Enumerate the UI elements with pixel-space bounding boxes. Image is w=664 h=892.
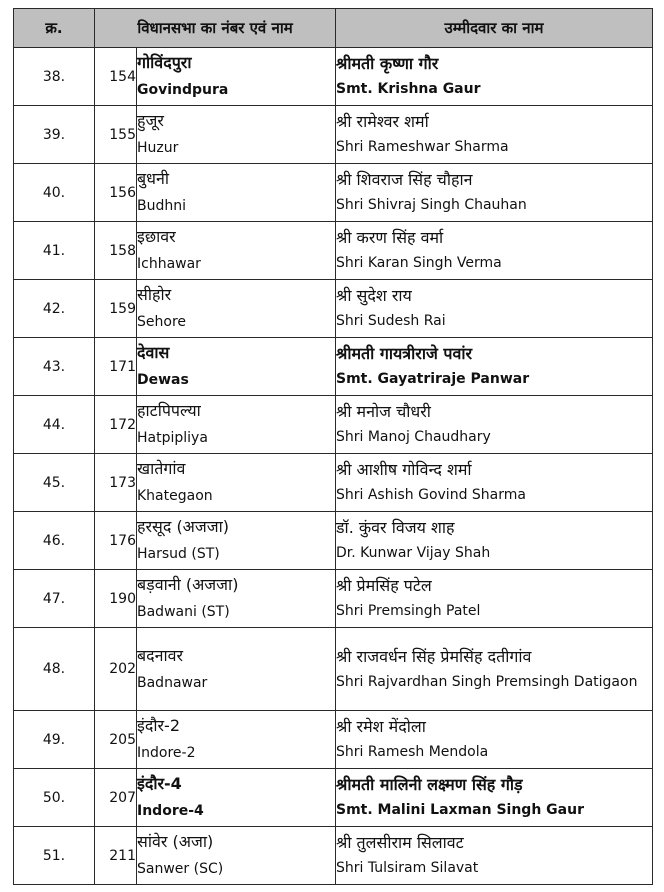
candidate-name-english: Shri Shivraj Singh Chauhan xyxy=(336,197,527,213)
candidate-name-english: Dr. Kunwar Vijay Shah xyxy=(336,545,491,561)
constituency-number: 211 xyxy=(95,827,137,885)
constituency-name-hindi: इछावर xyxy=(137,227,176,246)
constituency-name-hindi: बदनावर xyxy=(137,645,184,665)
table-row xyxy=(14,769,653,827)
constituency-name-english: Budhni xyxy=(137,198,186,214)
constituency-name xyxy=(137,711,336,769)
serial-number: 41. xyxy=(14,222,95,280)
constituency-name xyxy=(137,827,336,885)
candidate-name-hindi: श्री मनोज चौधरी xyxy=(336,402,431,421)
candidate-name-hindi: डॉ. कुंवर विजय शाह xyxy=(336,518,455,537)
table-row xyxy=(14,280,653,338)
table-row xyxy=(14,454,653,512)
constituency-name xyxy=(137,512,336,570)
table-row xyxy=(14,164,653,222)
constituency-name-hindi: खातेगांव xyxy=(137,459,186,478)
table-row xyxy=(14,222,653,280)
candidate-name xyxy=(336,48,653,106)
candidate-name-english: Shri Rameshwar Sharma xyxy=(336,139,509,155)
candidate-name-hindi: श्रीमती कृष्णा गौर xyxy=(336,54,439,73)
constituency-name xyxy=(137,280,336,338)
candidate-name-english: Shri Ashish Govind Sharma xyxy=(336,487,526,503)
constituency-number: 190 xyxy=(95,570,137,628)
table-row xyxy=(14,827,653,885)
constituency-name xyxy=(137,106,336,164)
header-constituency: विधानसभा का नंबर एवं नाम xyxy=(95,9,336,48)
candidate-name-english: Shri Ramesh Mendola xyxy=(336,744,489,760)
candidate-name-hindi: श्रीमती गायत्रीराजे पवांर xyxy=(336,344,473,363)
candidate-name-hindi: श्री प्रेमसिंह पटेल xyxy=(336,576,432,595)
candidate-name xyxy=(336,164,653,222)
constituency-name xyxy=(137,454,336,512)
candidate-name-english: Shri Rajvardhan Singh Premsingh Datigaon xyxy=(336,673,638,690)
table-row xyxy=(14,512,653,570)
constituency-name xyxy=(137,48,336,106)
constituency-name-english: Hatpipliya xyxy=(137,430,208,446)
constituency-number: 158 xyxy=(95,222,137,280)
candidate-name-hindi: श्री सुदेश राय xyxy=(336,286,412,305)
constituency-name-hindi: इंदौर-4 xyxy=(137,774,182,793)
constituency-name-english: Indore-4 xyxy=(137,803,204,819)
table-row xyxy=(14,711,653,769)
candidate-name xyxy=(336,711,653,769)
serial-number: 42. xyxy=(14,280,95,338)
table-row xyxy=(14,570,653,628)
constituency-name-hindi: हरसूद (अजजा) xyxy=(137,517,230,536)
candidate-name xyxy=(336,769,653,827)
candidate-name-english: Smt. Krishna Gaur xyxy=(336,81,481,97)
table-row xyxy=(14,338,653,396)
serial-number: 45. xyxy=(14,454,95,512)
constituency-name-english: Khategaon xyxy=(137,488,213,504)
candidate-name-hindi: श्री तुलसीराम सिलावट xyxy=(336,833,464,852)
constituency-number: 172 xyxy=(95,396,137,454)
candidate-name xyxy=(336,396,653,454)
candidate-name-english: Shri Karan Singh Verma xyxy=(336,255,502,271)
candidate-name xyxy=(336,280,653,338)
constituency-name-hindi: बड़वानी (अजजा) xyxy=(137,575,239,594)
candidate-name-hindi: श्री रमेश मेंदोला xyxy=(336,717,426,736)
candidate-name-english: Shri Premsingh Patel xyxy=(336,603,481,619)
serial-number: 50. xyxy=(14,769,95,827)
constituency-name xyxy=(137,164,336,222)
table-row xyxy=(14,106,653,164)
constituency-name-english: Huzur xyxy=(137,140,179,156)
constituency-number: 205 xyxy=(95,711,137,769)
candidate-name-english: Shri Tulsiram Silavat xyxy=(336,860,479,876)
serial-number: 40. xyxy=(14,164,95,222)
candidate-name xyxy=(336,570,653,628)
constituency-name-english: Sehore xyxy=(137,314,186,330)
serial-number: 48. xyxy=(14,628,95,711)
constituency-name xyxy=(137,769,336,827)
constituency-name-english: Harsud (ST) xyxy=(137,546,220,562)
candidate-name xyxy=(336,628,653,711)
constituency-name xyxy=(137,338,336,396)
constituency-number: 202 xyxy=(95,628,137,711)
constituency-name xyxy=(137,396,336,454)
serial-number: 49. xyxy=(14,711,95,769)
constituency-name-hindi: गोविंदपुरा xyxy=(137,53,192,72)
table-row xyxy=(14,396,653,454)
candidate-name-english: Shri Manoj Chaudhary xyxy=(336,429,491,445)
header-candidate: उम्मीदवार का नाम xyxy=(336,9,653,48)
serial-number: 47. xyxy=(14,570,95,628)
candidate-name-hindi: श्री शिवराज सिंह चौहान xyxy=(336,170,473,189)
constituency-number: 171 xyxy=(95,338,137,396)
constituency-name-english: Badnawar xyxy=(137,674,208,691)
candidate-name xyxy=(336,222,653,280)
candidate-name-hindi: श्रीमती मालिनी लक्ष्मण सिंह गौड़ xyxy=(336,775,523,794)
candidate-table xyxy=(13,8,653,885)
candidate-name xyxy=(336,512,653,570)
constituency-name-hindi: हाटपिपल्या xyxy=(137,401,201,420)
candidate-name-hindi: श्री रामेश्वर शर्मा xyxy=(336,112,429,131)
constituency-number: 156 xyxy=(95,164,137,222)
constituency-name-hindi: इंदौर-2 xyxy=(137,716,180,735)
candidate-name xyxy=(336,338,653,396)
constituency-name-hindi: हुजूर xyxy=(137,111,164,130)
constituency-name-english: Ichhawar xyxy=(137,256,201,272)
constituency-name xyxy=(137,628,336,711)
candidate-name-english: Shri Sudesh Rai xyxy=(336,313,446,329)
constituency-number: 155 xyxy=(95,106,137,164)
table-body xyxy=(14,48,653,885)
table-row xyxy=(14,628,653,711)
constituency-name-english: Dewas xyxy=(137,372,189,388)
constituency-name-english: Badwani (ST) xyxy=(137,604,230,620)
constituency-number: 154 xyxy=(95,48,137,106)
table-header xyxy=(14,9,653,48)
table-row xyxy=(14,48,653,106)
constituency-name xyxy=(137,570,336,628)
constituency-number: 176 xyxy=(95,512,137,570)
serial-number: 38. xyxy=(14,48,95,106)
constituency-name xyxy=(137,222,336,280)
candidate-name-english: Smt. Gayatriraje Panwar xyxy=(336,371,530,387)
serial-number: 43. xyxy=(14,338,95,396)
candidate-name-hindi: श्री आशीष गोविन्द शर्मा xyxy=(336,460,472,479)
constituency-name-hindi: देवास xyxy=(137,343,170,362)
constituency-name-english: Sanwer (SC) xyxy=(137,861,224,877)
constituency-name-hindi: सीहोर xyxy=(137,285,172,304)
constituency-number: 159 xyxy=(95,280,137,338)
serial-number: 44. xyxy=(14,396,95,454)
constituency-name-english: Indore-2 xyxy=(137,745,196,761)
serial-number: 39. xyxy=(14,106,95,164)
candidate-name-hindi: श्री राजवर्धन सिंह प्रेमसिंह दतीगांव xyxy=(336,646,532,666)
serial-number: 46. xyxy=(14,512,95,570)
constituency-name-hindi: बुधनी xyxy=(137,169,170,188)
serial-number: 51. xyxy=(14,827,95,885)
candidate-name xyxy=(336,454,653,512)
constituency-name-hindi: सांवेर (अजा) xyxy=(137,832,214,851)
constituency-number: 207 xyxy=(95,769,137,827)
candidate-name xyxy=(336,827,653,885)
constituency-number: 173 xyxy=(95,454,137,512)
candidate-name xyxy=(336,106,653,164)
constituency-name-english: Govindpura xyxy=(137,82,229,98)
header-serial-number: क्र. xyxy=(14,9,95,48)
header-row xyxy=(14,9,653,48)
candidate-name-english: Smt. Malini Laxman Singh Gaur xyxy=(336,802,584,818)
candidate-name-hindi: श्री करण सिंह वर्मा xyxy=(336,228,444,247)
